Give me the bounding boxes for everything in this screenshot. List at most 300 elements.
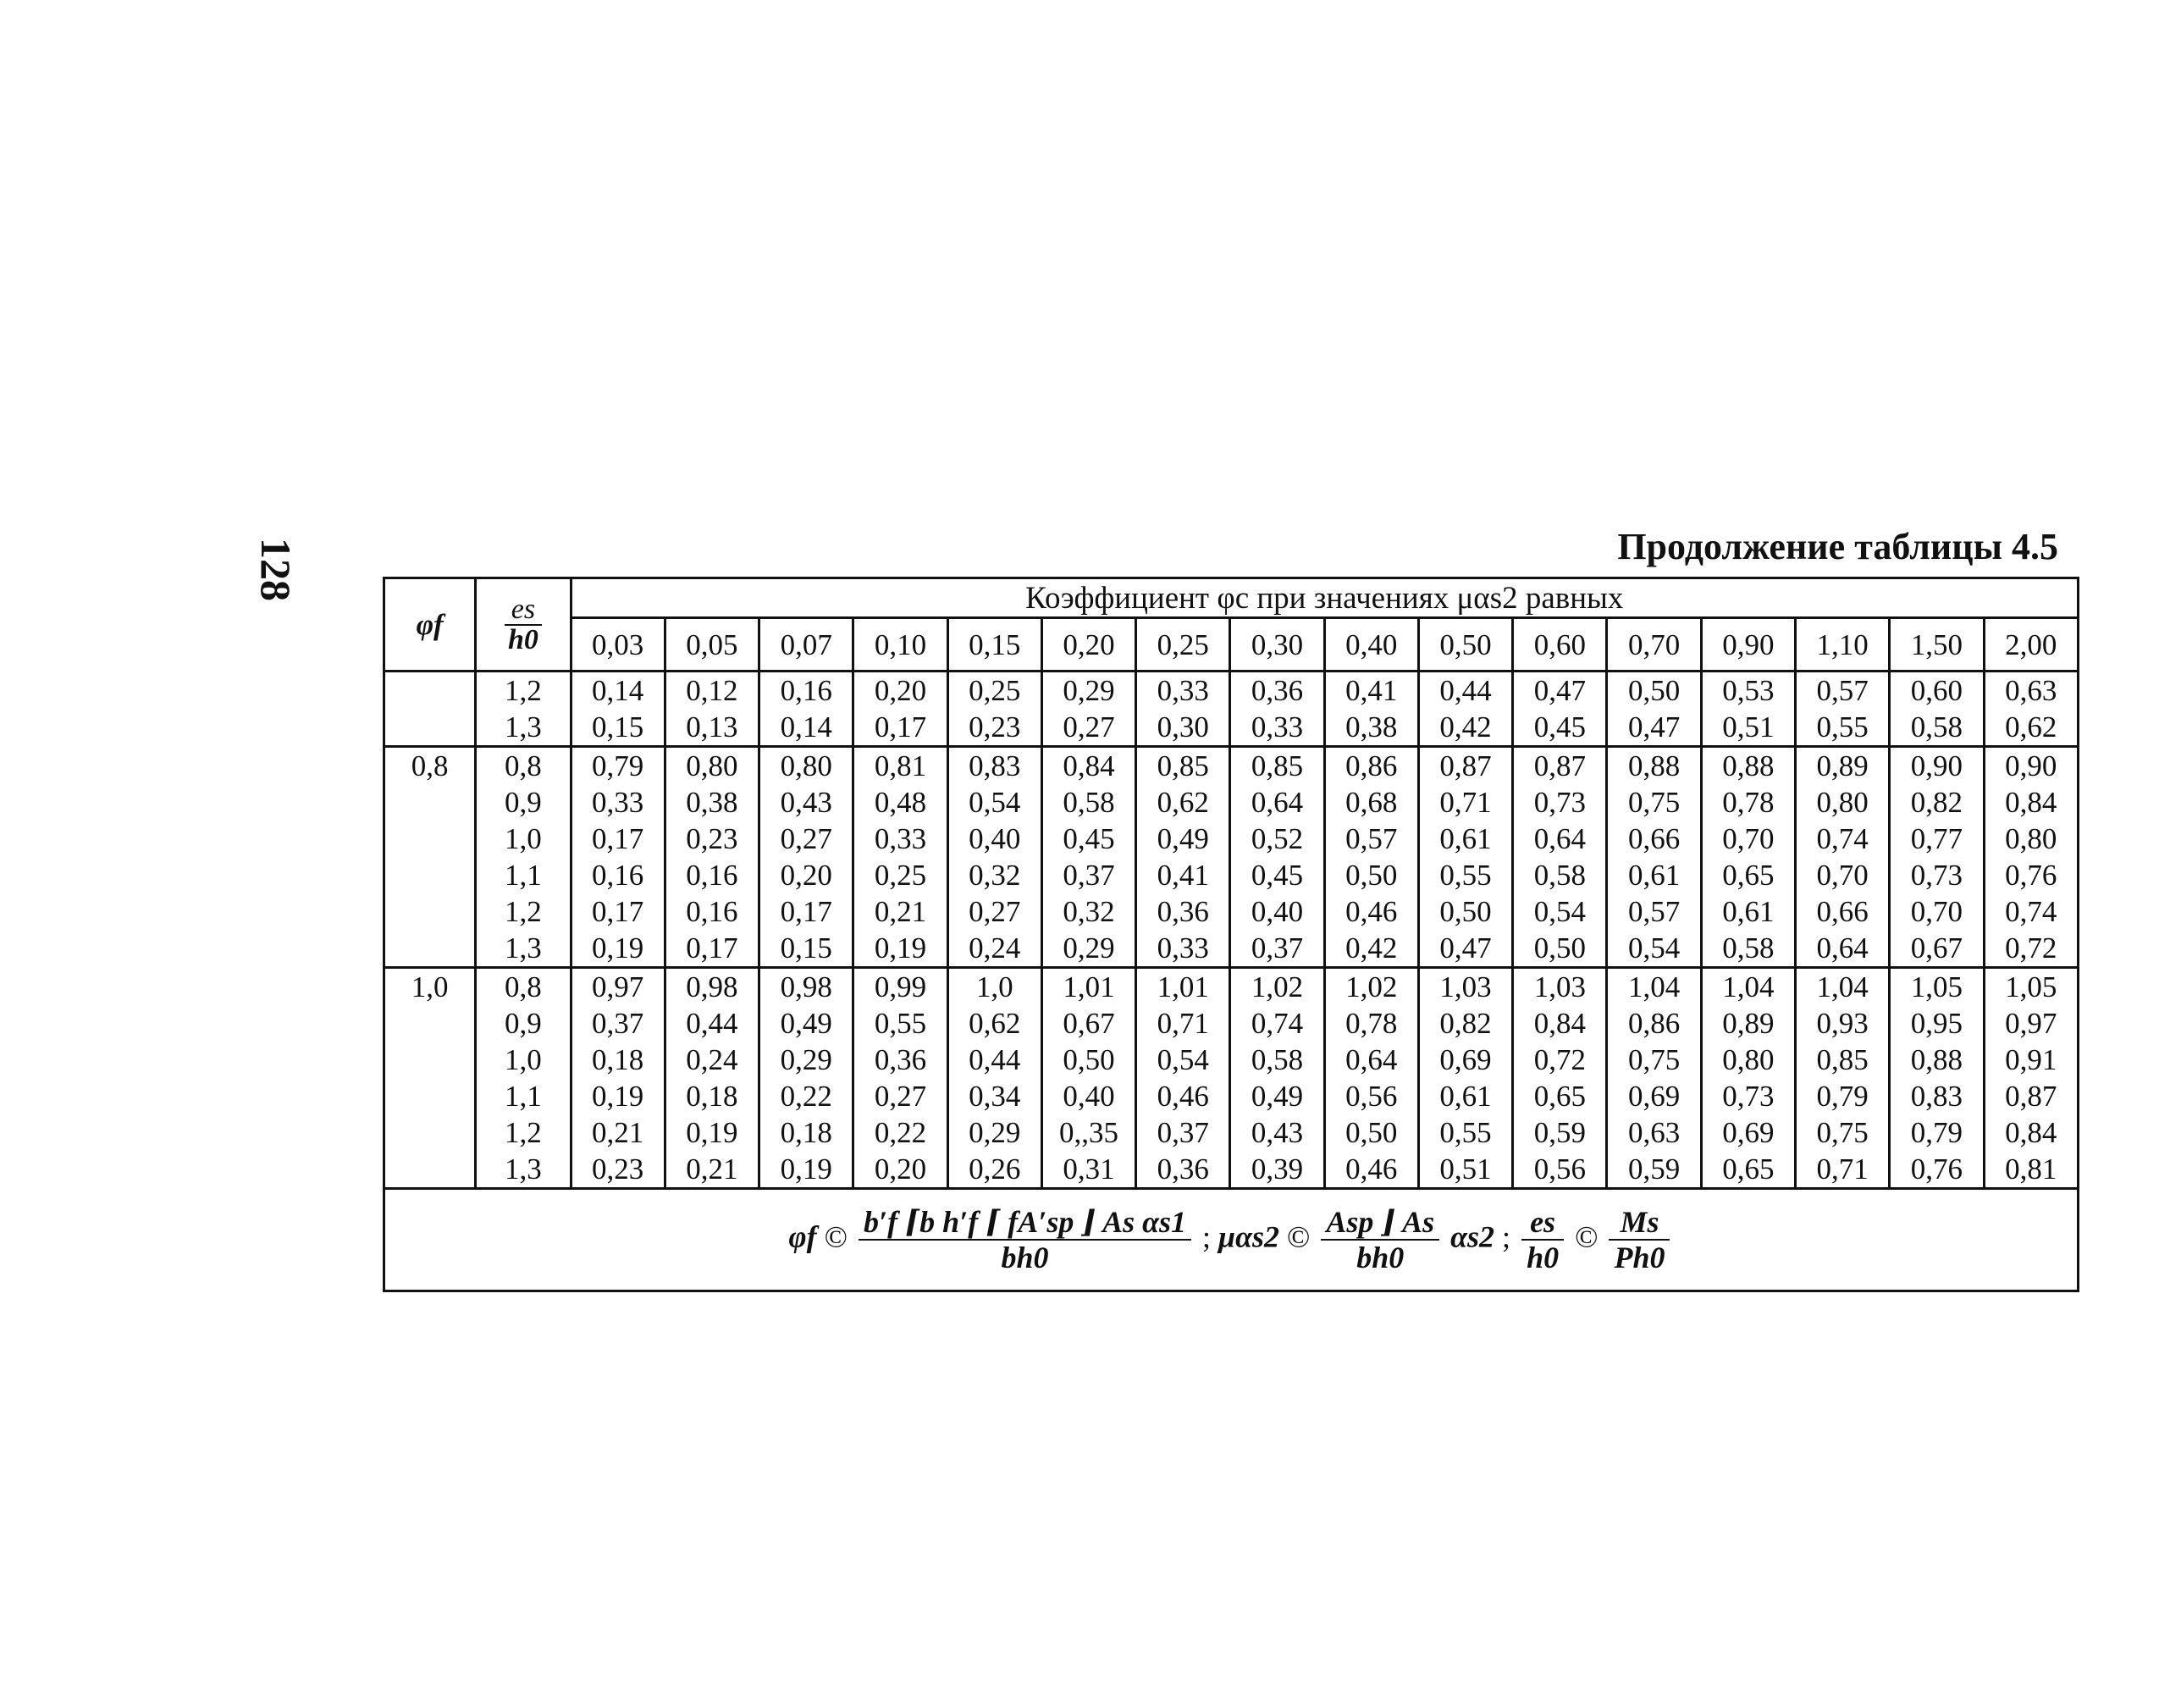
es-h0-cell: 0,9 — [476, 1005, 571, 1042]
value-cell: 0,61 — [1418, 821, 1512, 857]
header-value-cell: 0,70 — [1607, 618, 1701, 672]
value-cell: 0,37 — [571, 1005, 665, 1042]
value-cell: 0,44 — [947, 1042, 1041, 1078]
value-cell: 0,62 — [947, 1005, 1041, 1042]
es-h0-cell: 1,2 — [476, 1114, 571, 1151]
value-cell: 0,43 — [1230, 1114, 1324, 1151]
value-cell: 0,98 — [665, 968, 759, 1006]
value-cell: 1,05 — [1890, 968, 1984, 1006]
value-cell: 0,55 — [1418, 1114, 1512, 1151]
value-cell: 0,36 — [1136, 1151, 1230, 1189]
value-cell: 0,65 — [1513, 1078, 1607, 1114]
value-cell: 0,88 — [1890, 1042, 1984, 1078]
coefficient-table — [383, 577, 2079, 1292]
value-cell: 0,59 — [1607, 1151, 1701, 1189]
value-cell: 0,30 — [1136, 709, 1230, 747]
value-cell: 0,79 — [1795, 1078, 1889, 1114]
value-cell: 0,72 — [1984, 930, 2078, 968]
value-cell: 0,77 — [1890, 821, 1984, 857]
value-cell: 0,89 — [1795, 747, 1889, 785]
header-phi-f-label: φf — [416, 608, 444, 641]
value-cell: 1,05 — [1984, 968, 2078, 1006]
header-values-row — [384, 618, 2079, 672]
value-cell: 0,87 — [1418, 747, 1512, 785]
value-cell: 0,72 — [1513, 1042, 1607, 1078]
value-cell: 0,29 — [947, 1114, 1041, 1151]
header-value-cell: 0,20 — [1041, 618, 1135, 672]
table-row — [384, 930, 2079, 968]
value-cell: 0,61 — [1418, 1078, 1512, 1114]
value-cell: 0,24 — [665, 1042, 759, 1078]
value-cell: 0,42 — [1324, 930, 1418, 968]
value-cell: 0,73 — [1890, 857, 1984, 893]
value-cell: 0,74 — [1795, 821, 1889, 857]
value-cell: 0,43 — [759, 784, 853, 821]
value-cell: 0,27 — [947, 893, 1041, 930]
value-cell: 0,20 — [853, 672, 947, 710]
value-cell: 0,63 — [1984, 672, 2078, 710]
value-cell: 1,0 — [947, 968, 1041, 1006]
value-cell: 0,26 — [947, 1151, 1041, 1189]
formula-eq-1: © — [824, 1219, 848, 1254]
formula-fraction-1-num: b′f ⌈b h′f ⌈ fA′sp ⌋ As αs1 — [859, 1207, 1191, 1241]
table-row — [384, 1005, 2079, 1042]
value-cell: 0,71 — [1136, 1005, 1230, 1042]
value-cell: 0,98 — [759, 968, 853, 1006]
table-row — [384, 1151, 2079, 1189]
value-cell: 0,64 — [1230, 784, 1324, 821]
value-cell: 0,40 — [947, 821, 1041, 857]
value-cell: 0,88 — [1607, 747, 1701, 785]
value-cell: 0,58 — [1701, 930, 1795, 968]
value-cell: 0,51 — [1418, 1151, 1512, 1189]
value-cell: 0,99 — [853, 968, 947, 1006]
value-cell: 0,95 — [1890, 1005, 1984, 1042]
value-cell: 0,70 — [1795, 857, 1889, 893]
value-cell: 0,63 — [1607, 1114, 1701, 1151]
value-cell: 0,93 — [1795, 1005, 1889, 1042]
formula-fraction-2 — [1321, 1207, 1439, 1273]
value-cell: 0,97 — [1984, 1005, 2078, 1042]
value-cell: 0,18 — [665, 1078, 759, 1114]
es-h0-cell: 1,2 — [476, 893, 571, 930]
value-cell: 0,41 — [1136, 857, 1230, 893]
value-cell: 0,80 — [1984, 821, 2078, 857]
value-cell: 0,16 — [665, 857, 759, 893]
header-phi-f — [384, 578, 476, 672]
value-cell: 0,73 — [1701, 1078, 1795, 1114]
value-cell: 0,80 — [759, 747, 853, 785]
formula-fraction-4 — [1609, 1207, 1670, 1273]
value-cell: 1,03 — [1418, 968, 1512, 1006]
value-cell: 0,50 — [1513, 930, 1607, 968]
value-cell: 0,46 — [1136, 1078, 1230, 1114]
value-cell: 0,32 — [1041, 893, 1135, 930]
value-cell: 1,01 — [1041, 968, 1135, 1006]
value-cell: 0,85 — [1136, 747, 1230, 785]
header-value-cell: 0,40 — [1324, 618, 1418, 672]
value-cell: 0,18 — [759, 1114, 853, 1151]
value-cell: 0,80 — [665, 747, 759, 785]
value-cell: 0,64 — [1795, 930, 1889, 968]
header-value-cell: 0,05 — [665, 618, 759, 672]
value-cell: 0,90 — [1890, 747, 1984, 785]
value-cell: 0,84 — [1984, 784, 2078, 821]
value-cell: 1,03 — [1513, 968, 1607, 1006]
value-cell: 0,67 — [1890, 930, 1984, 968]
es-h0-cell: 0,8 — [476, 747, 571, 785]
es-h0-cell: 1,3 — [476, 709, 571, 747]
es-h0-cell: 1,1 — [476, 857, 571, 893]
value-cell: 0,25 — [853, 857, 947, 893]
value-cell: 0,16 — [665, 893, 759, 930]
value-cell: 0,68 — [1324, 784, 1418, 821]
value-cell: 0,23 — [947, 709, 1041, 747]
value-cell: 0,84 — [1041, 747, 1135, 785]
value-cell: 0,24 — [947, 930, 1041, 968]
es-h0-cell: 0,9 — [476, 784, 571, 821]
value-cell: 0,62 — [1984, 709, 2078, 747]
value-cell: 0,17 — [665, 930, 759, 968]
value-cell: 0,27 — [759, 821, 853, 857]
value-cell: 0,58 — [1230, 1042, 1324, 1078]
formula-sep-2: ; — [1502, 1219, 1511, 1254]
value-cell: 0,65 — [1701, 1151, 1795, 1189]
formula-fraction-1-den: bh0 — [1001, 1241, 1049, 1274]
value-cell: 0,52 — [1230, 821, 1324, 857]
value-cell: 0,45 — [1041, 821, 1135, 857]
table-row — [384, 672, 2079, 710]
header-value-cell: 0,50 — [1418, 618, 1512, 672]
value-cell: 0,19 — [759, 1151, 853, 1189]
value-cell: 0,18 — [571, 1042, 665, 1078]
value-cell: 0,84 — [1513, 1005, 1607, 1042]
value-cell: 0,74 — [1984, 893, 2078, 930]
formula-fraction-4-num: Ms — [1609, 1207, 1670, 1241]
formula-fraction-2-num: Asp ⌋ As — [1321, 1207, 1439, 1241]
value-cell: 0,80 — [1701, 1042, 1795, 1078]
value-cell: 0,37 — [1041, 857, 1135, 893]
value-cell: 0,47 — [1513, 672, 1607, 710]
header-value-cell: 0,25 — [1136, 618, 1230, 672]
value-cell: 0,78 — [1324, 1005, 1418, 1042]
table-row — [384, 1042, 2079, 1078]
value-cell: 0,50 — [1418, 893, 1512, 930]
es-h0-cell: 1,0 — [476, 821, 571, 857]
value-cell: 1,02 — [1324, 968, 1418, 1006]
value-cell: 0,89 — [1701, 1005, 1795, 1042]
value-cell: 0,29 — [1041, 672, 1135, 710]
value-cell: 0,42 — [1418, 709, 1512, 747]
value-cell: 0,86 — [1607, 1005, 1701, 1042]
value-cell: 0,67 — [1041, 1005, 1135, 1042]
value-cell: 0,45 — [1513, 709, 1607, 747]
value-cell: 0,71 — [1418, 784, 1512, 821]
value-cell: 0,85 — [1795, 1042, 1889, 1078]
value-cell: 0,56 — [1513, 1151, 1607, 1189]
value-cell: 0,29 — [1041, 930, 1135, 968]
value-cell: 0,61 — [1701, 893, 1795, 930]
value-cell: 0,17 — [571, 893, 665, 930]
value-cell: 0,75 — [1795, 1114, 1889, 1151]
value-cell: 0,19 — [571, 1078, 665, 1114]
header-title: Коэффициент φc при значениях μαs2 равных — [571, 578, 2078, 618]
value-cell: 0,66 — [1795, 893, 1889, 930]
value-cell: 0,50 — [1324, 857, 1418, 893]
value-cell: 0,44 — [1418, 672, 1512, 710]
value-cell: 0,79 — [571, 747, 665, 785]
es-h0-cell: 1,1 — [476, 1078, 571, 1114]
value-cell: 0,19 — [571, 930, 665, 968]
value-cell: 0,46 — [1324, 893, 1418, 930]
value-cell: 0,27 — [1041, 709, 1135, 747]
value-cell: 0,37 — [1136, 1114, 1230, 1151]
value-cell: 0,55 — [1795, 709, 1889, 747]
header-es-h0-fraction — [505, 595, 542, 655]
value-cell: 0,90 — [1984, 747, 2078, 785]
value-cell: 0,57 — [1324, 821, 1418, 857]
table-row — [384, 1078, 2079, 1114]
table-row — [384, 784, 2079, 821]
es-h0-cell: 1,3 — [476, 930, 571, 968]
value-cell: 0,17 — [853, 709, 947, 747]
value-cell: 0,36 — [853, 1042, 947, 1078]
value-cell: 0,45 — [1230, 857, 1324, 893]
es-h0-cell: 1,3 — [476, 1151, 571, 1189]
value-cell: 0,54 — [1607, 930, 1701, 968]
value-cell: 0,75 — [1607, 1042, 1701, 1078]
formula-mu: μαs2 — [1218, 1219, 1279, 1254]
value-cell: 0,87 — [1984, 1078, 2078, 1114]
value-cell: 0,53 — [1701, 672, 1795, 710]
header-value-cell: 0,60 — [1513, 618, 1607, 672]
value-cell: 0,33 — [853, 821, 947, 857]
value-cell: 0,22 — [759, 1078, 853, 1114]
value-cell: 1,04 — [1607, 968, 1701, 1006]
value-cell: 0,70 — [1701, 821, 1795, 857]
formula-phi-f: φf — [788, 1219, 817, 1254]
value-cell: 0,82 — [1890, 784, 1984, 821]
value-cell: 0,49 — [1230, 1078, 1324, 1114]
value-cell: 0,79 — [1890, 1114, 1984, 1151]
value-cell: 0,47 — [1607, 709, 1701, 747]
value-cell: 0,51 — [1701, 709, 1795, 747]
value-cell: 0,14 — [571, 672, 665, 710]
value-cell: 0,33 — [1230, 709, 1324, 747]
header-value-cell: 0,90 — [1701, 618, 1795, 672]
value-cell: 0,85 — [1230, 747, 1324, 785]
header-value-cell: 2,00 — [1984, 618, 2078, 672]
value-cell: 0,50 — [1607, 672, 1701, 710]
value-cell: 0,21 — [665, 1151, 759, 1189]
value-cell: 0,57 — [1607, 893, 1701, 930]
value-cell: 0,27 — [853, 1078, 947, 1114]
value-cell: 0,19 — [665, 1114, 759, 1151]
formula-fraction-2-den: bh0 — [1356, 1241, 1405, 1274]
header-value-cell: 1,10 — [1795, 618, 1889, 672]
header-value-cell: 0,15 — [947, 618, 1041, 672]
phi-f-cell — [384, 672, 476, 747]
phi-f-cell: 0,8 — [384, 747, 476, 968]
value-cell: 1,04 — [1701, 968, 1795, 1006]
table-row — [384, 857, 2079, 893]
value-cell: 0,59 — [1513, 1114, 1607, 1151]
value-cell: 0,48 — [853, 784, 947, 821]
header-value-cell: 0,10 — [853, 618, 947, 672]
value-cell: 0,16 — [571, 857, 665, 893]
table-row — [384, 893, 2079, 930]
value-cell: 0,83 — [947, 747, 1041, 785]
value-cell: 0,69 — [1418, 1042, 1512, 1078]
value-cell: 0,38 — [1324, 709, 1418, 747]
value-cell: 0,64 — [1324, 1042, 1418, 1078]
value-cell: 0,44 — [665, 1005, 759, 1042]
value-cell: 0,97 — [571, 968, 665, 1006]
value-cell: 0,33 — [1136, 930, 1230, 968]
value-cell: 0,49 — [1136, 821, 1230, 857]
value-cell: 0,23 — [571, 1151, 665, 1189]
header-value-cell: 1,50 — [1890, 618, 1984, 672]
value-cell: 0,17 — [571, 821, 665, 857]
value-cell: 0,76 — [1890, 1151, 1984, 1189]
value-cell: 0,69 — [1701, 1114, 1795, 1151]
value-cell: 0,56 — [1324, 1078, 1418, 1114]
value-cell: 0,36 — [1136, 893, 1230, 930]
phi-f-cell: 1,0 — [384, 968, 476, 1189]
value-cell: 0,58 — [1041, 784, 1135, 821]
value-cell: 0,31 — [1041, 1151, 1135, 1189]
value-cell: 0,39 — [1230, 1151, 1324, 1189]
table-row — [384, 1114, 2079, 1151]
value-cell: 0,25 — [947, 672, 1041, 710]
value-cell: 0,61 — [1607, 857, 1701, 893]
es-h0-cell: 1,2 — [476, 672, 571, 710]
formula-eq-2: © — [1287, 1219, 1311, 1254]
value-cell: 0,54 — [1513, 893, 1607, 930]
value-cell: 1,04 — [1795, 968, 1889, 1006]
formula-row — [384, 1189, 2079, 1291]
value-cell: 0,37 — [1230, 930, 1324, 968]
value-cell: 0,50 — [1041, 1042, 1135, 1078]
value-cell: 0,60 — [1890, 672, 1984, 710]
value-cell: 0,54 — [1136, 1042, 1230, 1078]
value-cell: 0,36 — [1230, 672, 1324, 710]
table-body — [384, 672, 2079, 1189]
value-cell: 0,80 — [1795, 784, 1889, 821]
value-cell: 0,82 — [1418, 1005, 1512, 1042]
formula-fraction-3 — [1521, 1207, 1564, 1273]
formula-cell — [384, 1189, 2079, 1291]
header-es-h0 — [476, 578, 571, 672]
formula-fraction-4-den: Ph0 — [1614, 1241, 1665, 1274]
table-caption: Продолжение таблицы 4.5 — [1617, 526, 2058, 567]
value-cell: 0,69 — [1607, 1078, 1701, 1114]
value-cell: 0,57 — [1795, 672, 1889, 710]
value-cell: 0,13 — [665, 709, 759, 747]
formula-fraction-3-num: es — [1521, 1207, 1564, 1241]
value-cell: 1,02 — [1230, 968, 1324, 1006]
value-cell: 0,55 — [853, 1005, 947, 1042]
formula-eq-3: © — [1575, 1219, 1599, 1254]
value-cell: 0,40 — [1230, 893, 1324, 930]
value-cell: 0,20 — [853, 1151, 947, 1189]
value-cell: 0,58 — [1890, 709, 1984, 747]
value-cell: 0,49 — [759, 1005, 853, 1042]
page-number: 128 — [252, 538, 300, 601]
value-cell: 0,15 — [571, 709, 665, 747]
formula-fraction-1 — [859, 1207, 1191, 1273]
value-cell: 0,65 — [1701, 857, 1795, 893]
header-value-cell: 0,03 — [571, 618, 665, 672]
value-cell: 0,46 — [1324, 1151, 1418, 1189]
value-cell: 0,21 — [853, 893, 947, 930]
es-h0-cell: 1,0 — [476, 1042, 571, 1078]
formula-alpha: αs2 — [1450, 1219, 1495, 1254]
table-row — [384, 968, 2079, 1006]
es-h0-cell: 0,8 — [476, 968, 571, 1006]
value-cell: 0,33 — [571, 784, 665, 821]
header-value-cell: 0,30 — [1230, 618, 1324, 672]
value-cell: 0,62 — [1136, 784, 1230, 821]
value-cell: 0,,35 — [1041, 1114, 1135, 1151]
value-cell: 0,29 — [759, 1042, 853, 1078]
value-cell: 0,17 — [759, 893, 853, 930]
value-cell: 0,34 — [947, 1078, 1041, 1114]
value-cell: 0,33 — [1136, 672, 1230, 710]
value-cell: 0,91 — [1984, 1042, 2078, 1078]
value-cell: 0,78 — [1701, 784, 1795, 821]
value-cell: 0,58 — [1513, 857, 1607, 893]
value-cell: 0,55 — [1418, 857, 1512, 893]
value-cell: 0,81 — [1984, 1151, 2078, 1189]
table-row — [384, 709, 2079, 747]
value-cell: 0,14 — [759, 709, 853, 747]
table-row — [384, 821, 2079, 857]
value-cell: 0,40 — [1041, 1078, 1135, 1114]
value-cell: 0,83 — [1890, 1078, 1984, 1114]
value-cell: 0,86 — [1324, 747, 1418, 785]
value-cell: 1,01 — [1136, 968, 1230, 1006]
value-cell: 0,38 — [665, 784, 759, 821]
value-cell: 0,19 — [853, 930, 947, 968]
value-cell: 0,20 — [759, 857, 853, 893]
value-cell: 0,22 — [853, 1114, 947, 1151]
value-cell: 0,12 — [665, 672, 759, 710]
value-cell: 0,41 — [1324, 672, 1418, 710]
value-cell: 0,73 — [1513, 784, 1607, 821]
value-cell: 0,64 — [1513, 821, 1607, 857]
value-cell: 0,88 — [1701, 747, 1795, 785]
value-cell: 0,23 — [665, 821, 759, 857]
value-cell: 0,76 — [1984, 857, 2078, 893]
formula-sep-1: ; — [1202, 1219, 1212, 1254]
table-row — [384, 747, 2079, 785]
value-cell: 0,81 — [853, 747, 947, 785]
value-cell: 0,16 — [759, 672, 853, 710]
header-value-cell: 0,07 — [759, 618, 853, 672]
value-cell: 0,47 — [1418, 930, 1512, 968]
header-es-label: es — [505, 595, 542, 626]
formula-fraction-3-den: h0 — [1527, 1241, 1560, 1274]
header-h0-label: h0 — [507, 623, 538, 655]
value-cell: 0,15 — [759, 930, 853, 968]
value-cell: 0,32 — [947, 857, 1041, 893]
value-cell: 0,74 — [1230, 1005, 1324, 1042]
value-cell: 0,75 — [1607, 784, 1701, 821]
value-cell: 0,21 — [571, 1114, 665, 1151]
value-cell: 0,84 — [1984, 1114, 2078, 1151]
value-cell: 0,71 — [1795, 1151, 1889, 1189]
